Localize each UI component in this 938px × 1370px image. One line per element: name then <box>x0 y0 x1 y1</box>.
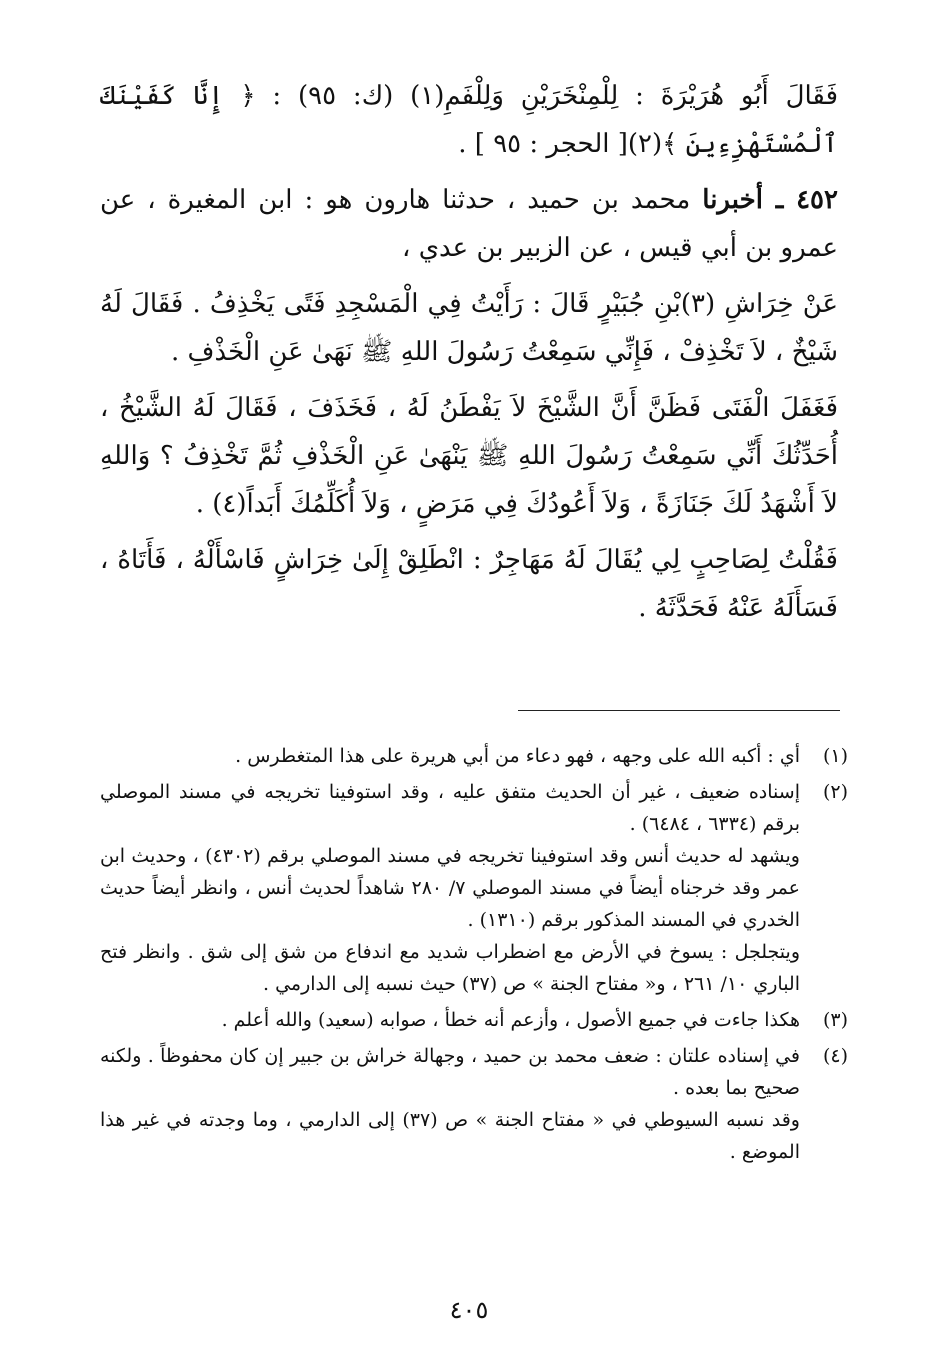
footnote-text: في إسناده علتان : ضعف محمد بن حميد ، وجهالة خراش بن جبير إن كان محفوظاً . ولكنه صحيح بما بعده . <box>100 1045 800 1099</box>
hadith-number-lead: ٤٥٢ ـ أخبرنا <box>702 185 838 215</box>
paragraph-2 <box>100 176 838 272</box>
isnad-text: محمد بن حميد ، حدثنا هارون هو : ابن المغيرة ، عن عمرو بن أبي قيس ، عن الزبير بن عدي ، <box>100 185 838 263</box>
footnote-text: إسناده ضعيف ، غير أن الحديث متفق عليه ، وقد استوفينا تخريجه في مسند الموصلي برقم (٦٣٣٤ ، ٦٤٨٤) . <box>100 781 800 835</box>
footnotes <box>100 740 848 1168</box>
paragraph-4: فَغَفَلَ الْفَتَى فَظَنَّ أَنَّ الشَّيْخَ لاَ يَفْطَنُ لَهُ ، فَخَذَفَ ، فَقَالَ لَهُ الشَّيْخُ ، أُحَدِّثُكَ أَنِّي سَمِعْتُ رَسُولَ اللهِ ﷺ يَنْهَىٰ عَنِ الْخَذْفِ ثُمَّ تَخْذِفُ ؟ وَاللهِ لاَ أَشْهَدُ لَكَ جَنَازَةً ، وَلاَ أَعُودُكَ فِي مَرَضٍ ، وَلاَ أُكَلِّمُكَ أَبَداً(٤) . <box>100 393 838 519</box>
footnote-divider <box>518 710 840 711</box>
page-number: ٤٠٥ <box>449 1296 489 1324</box>
footnote-2 <box>100 776 848 1000</box>
footnote-text: وقد نسبه السيوطي في « مفتاح الجنة » ص (٣٧) إلى الدارمي ، وما وجدته في غير هذا الموضع . <box>100 1109 800 1163</box>
main-text <box>100 72 838 632</box>
footnote-number: (١) <box>822 745 848 767</box>
footnote-body <box>100 776 800 1000</box>
paragraph-1: فَقَالَ أَبُو هُرَيْرَةَ : لِلْمِنْخَرَيْنِ وَلِلْفَمِ(١) (ك: ٩٥) : ﴿ إِنَّا كَفَيْنَكَ ٱلْمُسْتَهْزِءِينَ ﴾(٢)[ الحجر : ٩٥ ] . <box>100 81 838 159</box>
paragraph-5: فَقُلْتُ لِصَاحِبٍ لِي يُقَالَ لَهُ مَهَاجِرٌ : انْطَلِقْ إِلَىٰ خِرَاشٍ فَاسْأَلْهُ ، فَأَتَاهُ ، فَسَأَلَهُ عَنْهُ فَحَدَّثَهُ . <box>100 545 838 623</box>
footnote-body <box>100 1040 800 1168</box>
footnote-text: هكذا جاءت في جميع الأصول ، وأزعم أنه خطأ ، صوابه (سعيد) والله أعلم . <box>221 1009 800 1031</box>
footnote-text: ويشهد له حديث أنس وقد استوفينا تخريجه في مسند الموصلي برقم (٤٣٠٢) ، وحديث ابن عمر وقد خرجناه أيضاً في مسند الموصلي ٧/ ٢٨٠ شاهداً لحديث أنس ، وانظر أيضاً حديث الخدري في المسند المذكور برقم (١٣١٠) . <box>100 845 800 931</box>
footnote-text: أي : أكبه الله على وجهه ، فهو دعاء من أبي هريرة على هذا المتغطرس . <box>235 745 800 767</box>
footnote-1 <box>100 740 848 772</box>
footnote-number: (٣) <box>822 1009 848 1031</box>
footnote-3 <box>100 1004 848 1036</box>
footnote-text: ويتجلجل : يسوخ في الأرض مع اضطراب شديد مع اندفاع من شق إلى شق . وانظر فتح الباري ١٠/ ٢٦١ ، و« مفتاح الجنة » ص (٣٧) حيث نسبه إلى الدارمي . <box>100 941 800 995</box>
footnote-number: (٢) <box>822 781 848 803</box>
paragraph-3: عَنْ خِرَاشِ (٣)بْنِ جُبَيْرٍ قَالَ : رَأَيْتُ فِي الْمَسْجِدِ فَتًى يَخْذِفُ . فَقَالَ لَهُ شَيْخٌ ، لاَ تَخْذِفْ ، فَإِنِّي سَمِعْتُ رَسُولَ اللهِ ﷺ نَهَىٰ عَنِ الْخَذْفِ . <box>100 289 838 367</box>
footnote-body <box>100 740 800 772</box>
footnote-body <box>100 1004 800 1036</box>
footnote-number: (٤) <box>822 1045 848 1067</box>
footnote-4 <box>100 1040 848 1168</box>
